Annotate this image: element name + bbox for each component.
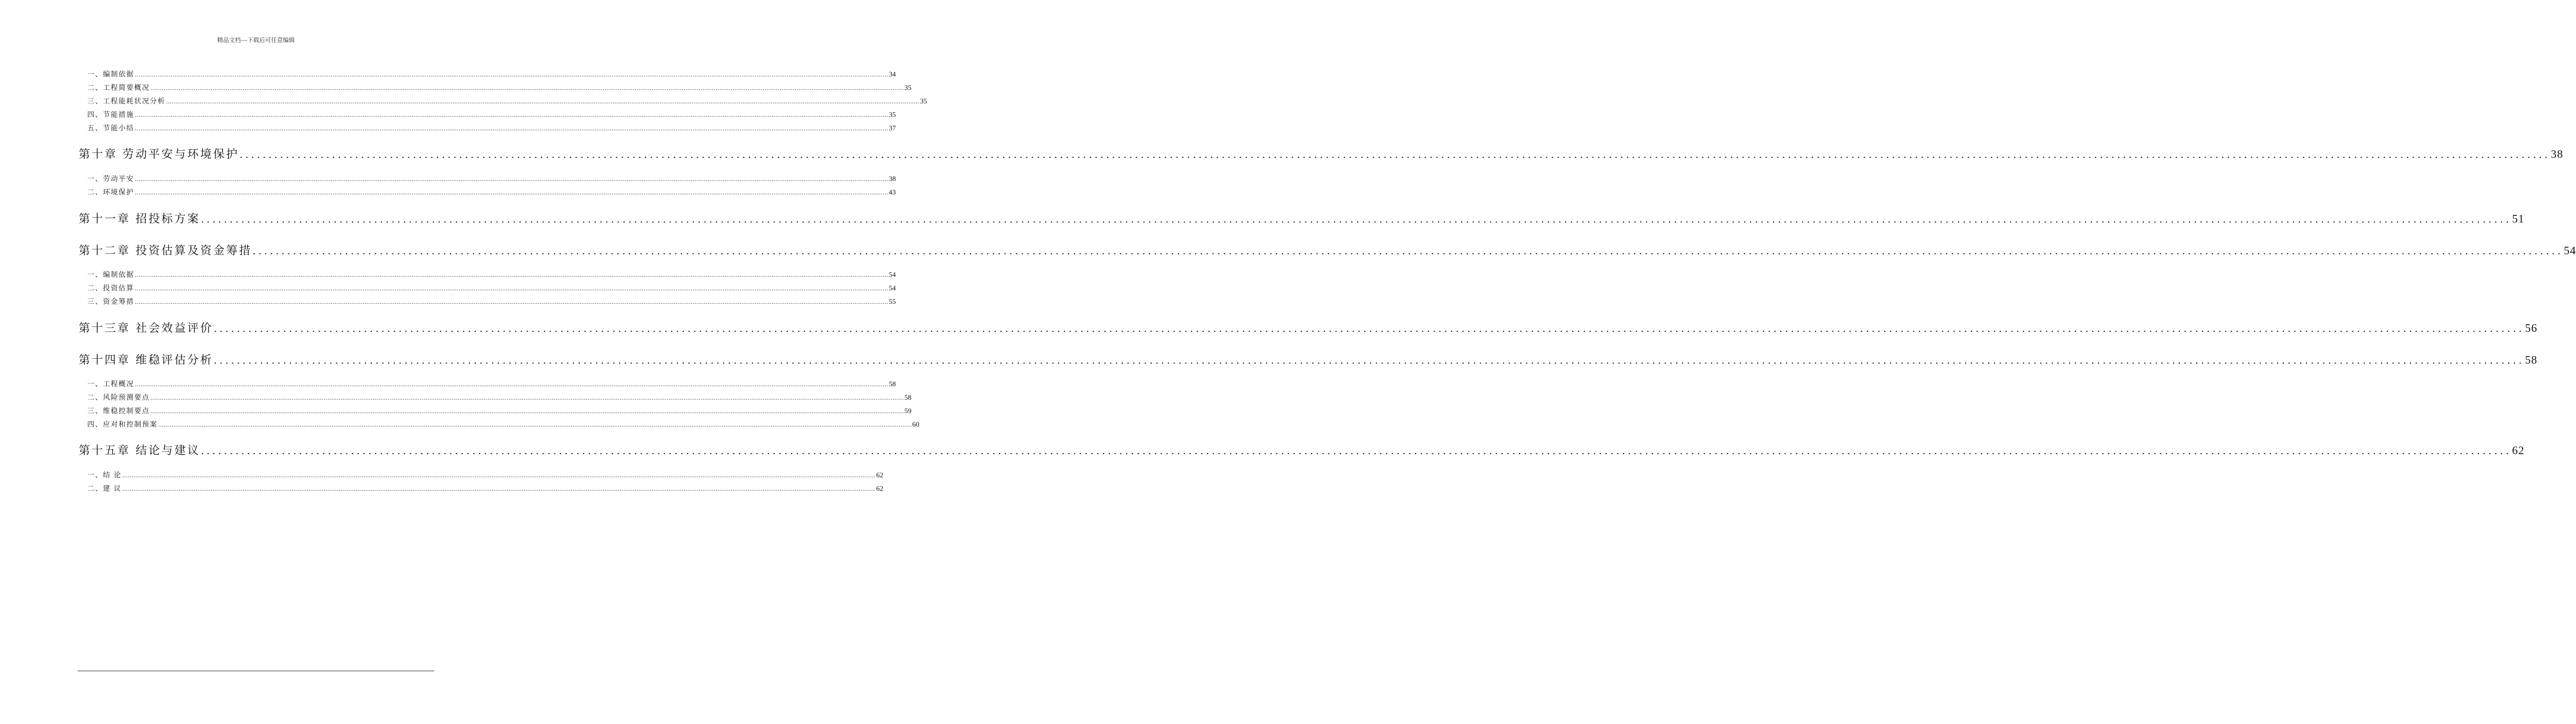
- toc-section-entry[interactable]: [79, 378, 896, 388]
- toc-section-entry[interactable]: [79, 173, 896, 183]
- toc-page-number: 54: [888, 284, 896, 292]
- toc-page-number: 43: [888, 188, 896, 196]
- toc-section-entry[interactable]: [79, 392, 912, 402]
- toc-leader-dots: ................................................................................................................................................................................................................................................................................................................................................................................................................: [135, 125, 888, 132]
- toc-entry-label: 二、投资估算: [87, 284, 135, 293]
- toc-leader-dots: ................................................................................................................................................................................................................................................................................................................................................................................................................: [200, 445, 2512, 457]
- toc-leader-dots: ................................................................................................................................................................................................................................................................................................................................................................................................................: [135, 285, 888, 292]
- toc-page-number: 35: [920, 97, 927, 105]
- toc-leader-dots: ................................................................................................................................................................................................................................................................................................................................................................................................................: [150, 85, 904, 92]
- toc-chapter-entry[interactable]: [79, 351, 2538, 367]
- toc-entry-label: 三、工程能耗状况分析: [87, 98, 166, 106]
- toc-entry-label: 第十三章 社会效益评价: [79, 322, 213, 335]
- toc-section-entry[interactable]: [79, 95, 927, 106]
- toc-section-entry[interactable]: [79, 186, 896, 197]
- toc-entry-label: 四、节能措施: [87, 111, 135, 119]
- toc-entry-label: 一、工程概况: [87, 380, 135, 388]
- toc-entry-label: 三、维稳控制要点: [87, 407, 150, 415]
- toc-leader-dots: ................................................................................................................................................................................................................................................................................................................................................................................................................: [239, 149, 2551, 161]
- toc-leader-dots: ................................................................................................................................................................................................................................................................................................................................................................................................................: [213, 355, 2525, 366]
- toc-section-entry[interactable]: [79, 483, 884, 493]
- toc-page-number: 60: [912, 420, 920, 428]
- toc-section-entry[interactable]: [79, 296, 896, 306]
- toc-section-entry[interactable]: [79, 469, 884, 479]
- toc-leader-dots: ................................................................................................................................................................................................................................................................................................................................................................................................................: [200, 214, 2512, 225]
- toc-entry-label: 四、应对和控制预案: [87, 421, 158, 429]
- toc-page-number: 56: [2525, 322, 2538, 335]
- toc-leader-dots: ................................................................................................................................................................................................................................................................................................................................................................................................................: [135, 176, 888, 183]
- toc-entry-label: 一、编制依据: [87, 71, 135, 79]
- toc-entry-label: 二、建 议: [87, 485, 122, 493]
- toc-section-entry[interactable]: [79, 122, 896, 133]
- toc-page-number: 62: [876, 484, 884, 492]
- toc-chapter-entry[interactable]: [79, 442, 2525, 458]
- page-header: 精品文档---下载后可任意编辑: [217, 37, 295, 44]
- toc-entry-label: 五、节能小结: [87, 124, 135, 133]
- toc-chapter-entry[interactable]: [79, 210, 2525, 226]
- toc-page-number: 59: [904, 407, 912, 415]
- toc-leader-dots: ................................................................................................................................................................................................................................................................................................................................................................................................................: [135, 71, 888, 78]
- toc-page-number: 38: [2551, 148, 2564, 161]
- toc-entry-label: 第十一章 招投标方案: [79, 212, 200, 225]
- toc-leader-dots: ................................................................................................................................................................................................................................................................................................................................................................................................................: [135, 272, 888, 279]
- toc-entry-label: 三、资金筹措: [87, 298, 135, 306]
- toc-leader-dots: ................................................................................................................................................................................................................................................................................................................................................................................................................: [135, 112, 888, 119]
- toc-section-entry[interactable]: [79, 109, 896, 119]
- toc-page-number: 58: [2525, 353, 2538, 366]
- toc-entry-label: 第十四章 维稳评估分析: [79, 353, 213, 366]
- toc-page-number: 62: [876, 471, 884, 479]
- toc-entry-label: 第十章 劳动平安与环境保护: [79, 148, 239, 161]
- toc-page-number: 34: [888, 70, 896, 78]
- toc-section-entry[interactable]: [79, 82, 912, 92]
- toc-section-entry[interactable]: [79, 282, 896, 293]
- toc-chapter-entry[interactable]: [79, 145, 2564, 162]
- toc-entry-label: 第十二章 投资估算及资金筹措: [79, 244, 252, 257]
- toc-page-number: 51: [2512, 212, 2525, 225]
- toc-leader-dots: ................................................................................................................................................................................................................................................................................................................................................................................................................: [252, 246, 2564, 257]
- toc-leader-dots: ................................................................................................................................................................................................................................................................................................................................................................................................................: [122, 472, 876, 479]
- toc-leader-dots: ................................................................................................................................................................................................................................................................................................................................................................................................................: [135, 298, 888, 305]
- toc-page-number: 54: [888, 270, 896, 279]
- toc-entry-label: 一、编制依据: [87, 271, 135, 279]
- toc-entry-label: 二、环境保护: [87, 189, 135, 197]
- toc-section-entry[interactable]: [79, 269, 896, 279]
- toc-section-entry[interactable]: [79, 419, 920, 429]
- toc-page-number: 58: [904, 393, 912, 401]
- toc-page-number: 55: [888, 297, 896, 305]
- toc-entry-label: 一、劳动平安: [87, 175, 135, 183]
- toc-leader-dots: ................................................................................................................................................................................................................................................................................................................................................................................................................: [150, 408, 904, 415]
- toc-leader-dots: ................................................................................................................................................................................................................................................................................................................................................................................................................: [122, 485, 876, 492]
- toc-page-number: 35: [904, 83, 912, 92]
- toc-leader-dots: ................................................................................................................................................................................................................................................................................................................................................................................................................: [135, 189, 888, 196]
- toc-page-number: 35: [888, 110, 896, 119]
- toc-page-number: 38: [888, 175, 896, 183]
- toc-page-number: 54: [2564, 244, 2576, 257]
- toc-leader-dots: ................................................................................................................................................................................................................................................................................................................................................................................................................: [135, 381, 888, 388]
- toc-leader-dots: ................................................................................................................................................................................................................................................................................................................................................................................................................: [166, 98, 920, 105]
- toc-entry-label: 第十五章 结论与建议: [79, 444, 200, 457]
- toc-section-entry[interactable]: [79, 68, 896, 79]
- toc-chapter-entry[interactable]: [79, 242, 2576, 258]
- toc-page-number: 37: [888, 124, 896, 132]
- toc-page-number: 62: [2512, 444, 2525, 457]
- toc-page-number: 58: [888, 380, 896, 388]
- toc-section-entry[interactable]: [79, 405, 912, 415]
- toc-entry-label: 二、风险预测要点: [87, 394, 150, 402]
- toc-leader-dots: ................................................................................................................................................................................................................................................................................................................................................................................................................: [213, 323, 2525, 335]
- toc-leader-dots: ................................................................................................................................................................................................................................................................................................................................................................................................................: [158, 421, 912, 428]
- toc-entry-label: 二、工程简要概况: [87, 84, 150, 92]
- toc-entry-label: 一、结 论: [87, 471, 122, 479]
- toc-chapter-entry[interactable]: [79, 319, 2538, 336]
- toc-leader-dots: ................................................................................................................................................................................................................................................................................................................................................................................................................: [150, 394, 904, 401]
